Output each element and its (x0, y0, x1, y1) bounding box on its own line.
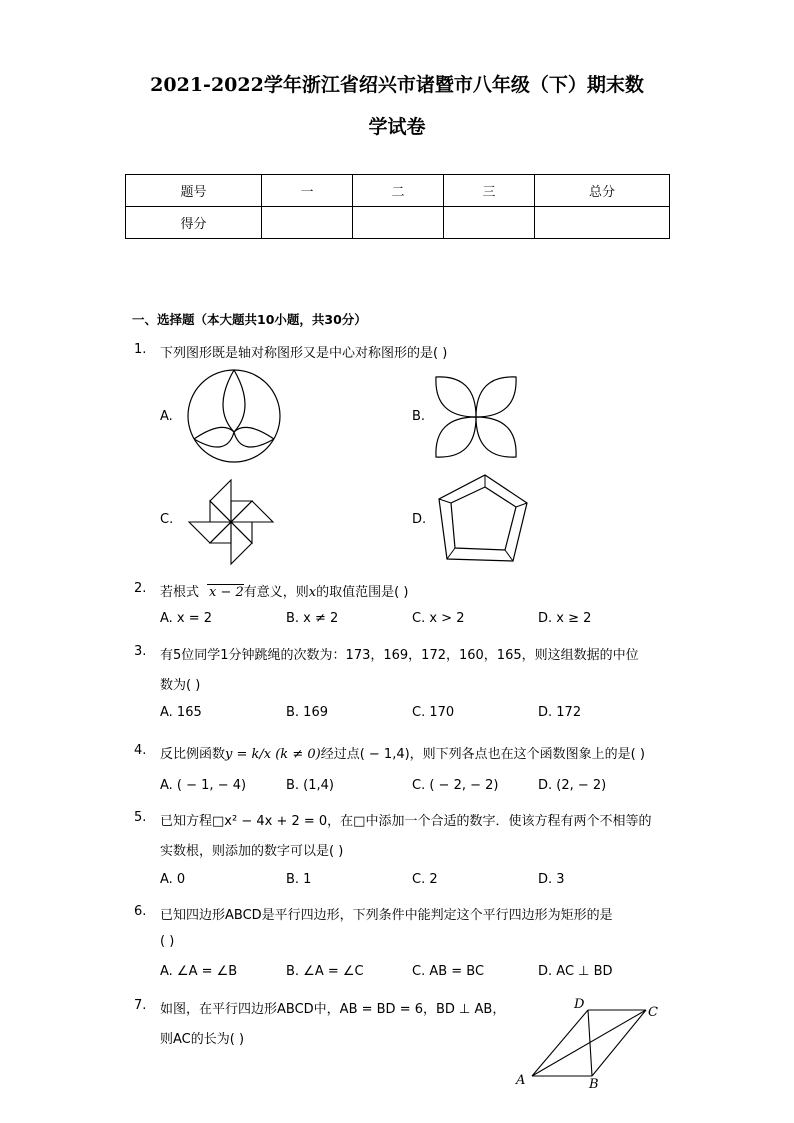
question-text-cont: 实数根，则添加的数字可以是( ) (160, 844, 344, 859)
text-fragment: 经过点( − 1,4)，则下列各点也在这个函数图象上的是( ) (320, 747, 645, 762)
page-title-line1: 2021-2022学年浙江省绍兴市诸暨市八年级（下）期末数 (150, 74, 644, 96)
option-a: A. 0 (160, 872, 186, 887)
label-a: A (516, 1073, 526, 1088)
option-a: A. 165 (160, 705, 202, 720)
row-label: 得分 (126, 207, 262, 239)
option-label: A. (160, 409, 173, 424)
formula: y = k/x (k ≠ 0) (225, 747, 321, 762)
label-c: C (648, 1005, 658, 1020)
question-number: 5. (134, 810, 147, 825)
option-b: B. 169 (286, 705, 328, 720)
parallelogram-figure (512, 996, 662, 1092)
question-text: 有5位同学1分钟跳绳的次数为：173，169，172，160，165，则这组数据的中位 (160, 648, 639, 663)
option-c: C. x > 2 (412, 611, 465, 626)
header-cell: 三 (444, 175, 535, 207)
text-fragment: 有意义，则 (243, 585, 309, 600)
radicand: x − 2 (209, 585, 244, 600)
option-d: D. 3 (538, 872, 565, 887)
option-d: D. (2, − 2) (538, 778, 607, 793)
option-a: A. ∠A = ∠B (160, 964, 238, 979)
score-cell (444, 207, 535, 239)
option-label: B. (412, 409, 426, 424)
header-cell: 总分 (535, 175, 670, 207)
question-number: 6. (134, 904, 147, 919)
header-cell: 二 (353, 175, 444, 207)
question-text: 已知方程□x² − 4x + 2 = 0，在□中添加一个合适的数字．使该方程有两个不相等的 (160, 814, 652, 829)
option-c: C. 170 (412, 705, 455, 720)
header-cell: 题号 (126, 175, 262, 207)
option-a: A. ( − 1, − 4) (160, 778, 247, 793)
question-text: 下列图形既是轴对称图形又是中心对称图形的是( ) (160, 346, 448, 361)
question-text-cont: 则AC的长为( ) (160, 1032, 245, 1047)
question-text-cont: 数为( ) (160, 678, 201, 693)
figure-d-pentagon (437, 473, 529, 565)
question-number: 4. (134, 743, 147, 758)
text-fragment: 反比例函数 (160, 747, 226, 762)
option-d: D. 172 (538, 705, 582, 720)
side-bc (592, 1010, 646, 1076)
option-c: C. AB = BC (412, 964, 485, 979)
score-table (125, 174, 670, 239)
option-c: C. ( − 2, − 2) (412, 778, 499, 793)
question-number: 1. (134, 342, 147, 357)
question-text: 如图，在平行四边形ABCD中，AB = BD = 6，BD ⊥ AB， (160, 1002, 506, 1017)
option-a: A. x = 2 (160, 611, 213, 626)
option-label: D. (412, 512, 427, 527)
page-title-line2: 学试卷 (368, 116, 426, 138)
question-text (160, 581, 408, 600)
option-b: B. ∠A = ∠C (286, 964, 364, 979)
label-b: B (589, 1077, 599, 1092)
question-number: 7. (134, 998, 147, 1013)
option-b: B. 1 (286, 872, 312, 887)
question-text: 已知四边形ABCD是平行四边形，下列条件中能判定这个平行四边形为矩形的是 (160, 908, 613, 923)
score-table-score-row (126, 207, 670, 239)
score-cell (353, 207, 444, 239)
option-b: B. x ≠ 2 (286, 611, 339, 626)
text-fragment: 的取值范围是( ) (316, 585, 409, 600)
figure-b-four-petals (434, 375, 518, 459)
option-d: D. x ≥ 2 (538, 611, 592, 626)
score-table-header-row (126, 175, 670, 207)
label-d: D (574, 997, 585, 1012)
section-heading: 一、选择题（本大题共10小题，共30分） (132, 312, 367, 327)
figure-a-circle-arcs (187, 368, 281, 464)
question-number: 3. (134, 644, 147, 659)
text-fragment: 若根式 (160, 585, 200, 600)
score-cell (262, 207, 353, 239)
option-d: D. AC ⊥ BD (538, 964, 613, 979)
figure-c-pinwheel (188, 478, 274, 566)
side-da (532, 1010, 588, 1076)
score-cell (535, 207, 670, 239)
question-text (160, 743, 645, 762)
variable: x (308, 585, 317, 600)
option-label: C. (160, 512, 174, 527)
question-text-cont: ( ) (160, 934, 175, 949)
header-cell: 一 (262, 175, 353, 207)
option-c: C. 2 (412, 872, 438, 887)
option-b: B. (1,4) (286, 778, 335, 793)
question-number: 2. (134, 581, 147, 596)
